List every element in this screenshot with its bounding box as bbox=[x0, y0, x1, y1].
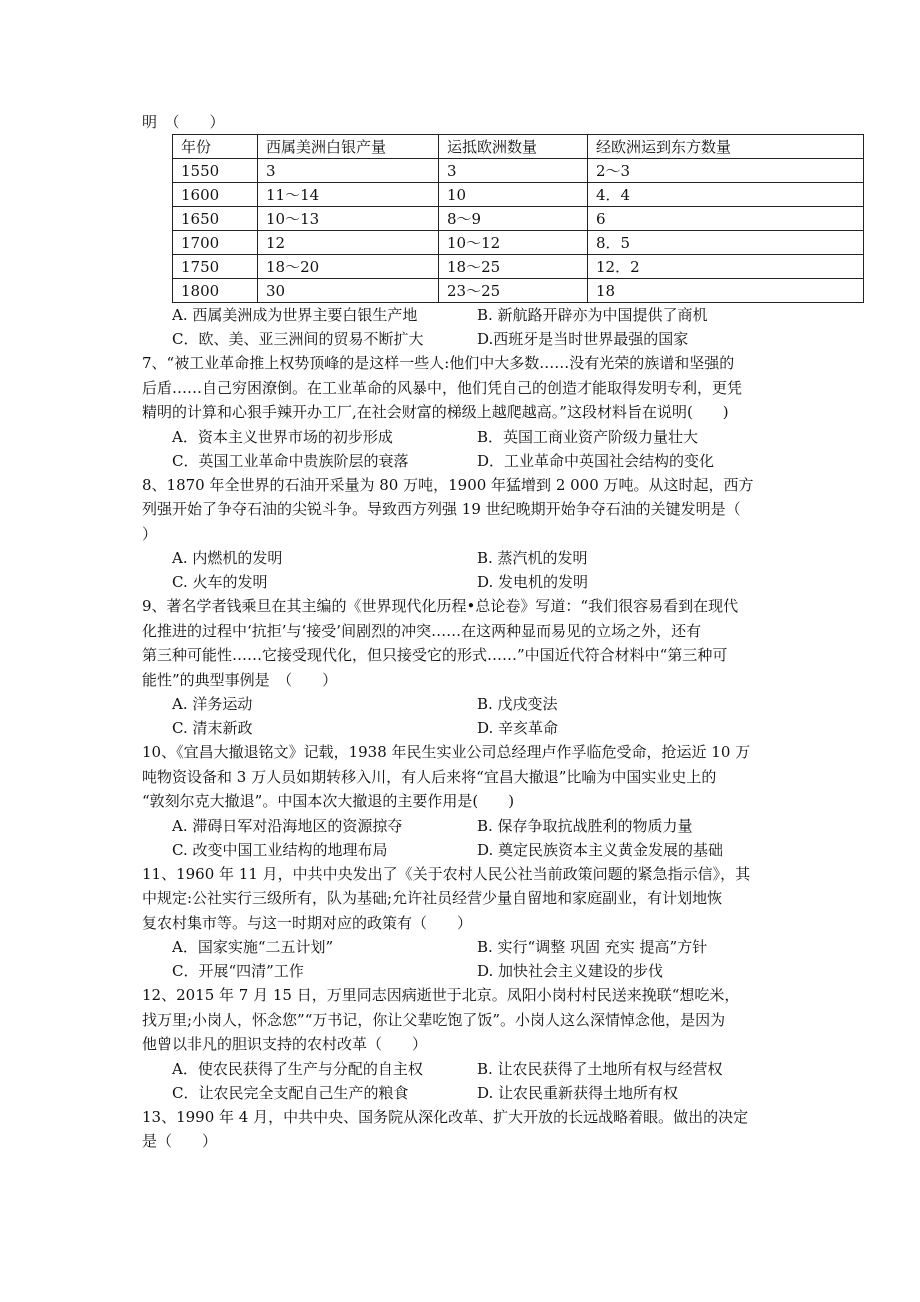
table-cell: 11～14 bbox=[258, 183, 439, 207]
q10-options-row-2 bbox=[142, 838, 782, 862]
question-10 bbox=[142, 740, 782, 814]
question-line: 复农村集市等。与这一时期对应的政策有（ ） bbox=[142, 913, 473, 932]
question-8 bbox=[142, 473, 782, 547]
q8-option-a[interactable]: A. 内燃机的发明 bbox=[172, 549, 283, 567]
question-line: 9、著名学者钱乘旦在其主编的《世界现代化历程•总论卷》写道：“我们很容易看到在现代 bbox=[142, 597, 739, 615]
question-9 bbox=[142, 594, 782, 692]
q12-options-row-1 bbox=[142, 1057, 782, 1081]
table-cell: 6 bbox=[588, 207, 864, 231]
q10-option-d[interactable]: D. 奠定民族资本主义黄金发展的基础 bbox=[477, 840, 724, 859]
q7-option-d[interactable]: D．工业革命中英国社会结构的变化 bbox=[477, 451, 715, 470]
q9-option-c[interactable]: C. 清末新政 bbox=[172, 719, 253, 737]
q9-options-row-2 bbox=[142, 716, 782, 740]
q6-option-c[interactable]: C．欧、美、亚三洲间的贸易不断扩大 bbox=[172, 330, 424, 348]
question-line: 10、《宜昌大撤退铭文》记载，1938 年民生实业公司总经理卢作孚临危受命，抢运近 10 万 bbox=[142, 743, 751, 761]
q12-option-d[interactable]: D. 让农民重新获得土地所有权 bbox=[477, 1083, 679, 1102]
table-header-row bbox=[173, 135, 864, 159]
question-line: 8、1870 年全世界的石油开采量为 80 万吨，1900 年猛增到 2 000 万吨。从这时起，西方 bbox=[142, 475, 754, 494]
q7-options-row-1 bbox=[142, 425, 782, 449]
table-cell: 18～25 bbox=[439, 255, 588, 279]
question-13 bbox=[142, 1105, 782, 1154]
q6-option-a[interactable]: A. 西属美洲成为世界主要白银生产地 bbox=[172, 306, 418, 324]
q8-options-row-1 bbox=[142, 546, 782, 570]
q10-option-a[interactable]: A. 滞碍日军对沿海地区的资源掠夺 bbox=[172, 816, 403, 835]
q9-option-a[interactable]: A. 洋务运动 bbox=[172, 695, 253, 713]
table-row bbox=[173, 231, 864, 255]
q9-option-b[interactable]: B. 戊戌变法 bbox=[477, 695, 558, 713]
question-line: 化推进的过程中‘抗拒’与‘接受’间剧烈的冲突……在这两种显而易见的立场之外，还有 bbox=[142, 621, 702, 640]
q6-option-b[interactable]: B. 新航路开辟亦为中国提供了商机 bbox=[477, 306, 708, 324]
exam-page bbox=[142, 110, 782, 1154]
silver-table bbox=[172, 134, 864, 303]
question-line: 中规定:公社实行三级所有，队为基础;允许社员经营少量自留地和家庭副业，有计划地恢 bbox=[142, 889, 723, 907]
q7-options-row-2 bbox=[142, 449, 782, 473]
question-line: 他曾以非凡的胆识支持的农村改革（ ） bbox=[142, 1035, 428, 1053]
q8-option-b[interactable]: B. 蒸汽机的发明 bbox=[477, 549, 588, 567]
q7-option-c[interactable]: C．英国工业革命中贵族阶层的衰落 bbox=[172, 451, 409, 470]
question-line: 12、2015 年 7 月 15 日，万里同志因病逝世于北京。凤阳小岗村村民送来挽联“想吃米， bbox=[142, 986, 740, 1004]
question-line: 是（ ） bbox=[142, 1132, 218, 1150]
question-line: 后盾……自己穷困潦倒。在工业革命的风暴中，他们凭自己的创造才能取得发明专利，更凭 bbox=[142, 378, 743, 397]
q9-option-d[interactable]: D. 辛亥革命 bbox=[477, 719, 559, 737]
q7-option-a[interactable]: A．资本主义世界市场的初步形成 bbox=[172, 427, 393, 446]
q8-option-c[interactable]: C. 火车的发明 bbox=[172, 573, 268, 591]
q12-options-row-2 bbox=[142, 1081, 782, 1105]
q8-options-row-2 bbox=[142, 570, 782, 594]
table-header: 西属美洲白银产量 bbox=[258, 135, 439, 159]
question-line: 13、1990 年 4 月，中共中央、国务院从深化改革、扩大开放的长远战略着眼。做出的决定 bbox=[142, 1107, 749, 1126]
q11-option-b[interactable]: B. 实行“调整 巩固 充实 提高”方针 bbox=[477, 938, 708, 956]
table-cell: 1800 bbox=[173, 279, 258, 303]
table-cell: 3 bbox=[439, 159, 588, 183]
q7-option-b[interactable]: B．英国工商业资产阶级力量壮大 bbox=[477, 427, 699, 446]
q11-option-a[interactable]: A．国家实施“二五计划” bbox=[172, 938, 334, 956]
table-cell: 2～3 bbox=[588, 159, 864, 183]
question-line: 能性”的典型事例是 （ ） bbox=[142, 670, 338, 689]
table-row bbox=[173, 207, 864, 231]
table-cell: 1700 bbox=[173, 231, 258, 255]
question-7 bbox=[142, 351, 782, 425]
question-12 bbox=[142, 983, 782, 1057]
table-cell: 30 bbox=[258, 279, 439, 303]
q11-options-row-1 bbox=[142, 935, 782, 959]
question-line: ） bbox=[142, 524, 158, 543]
table-cell: 1750 bbox=[173, 255, 258, 279]
table-cell: 1600 bbox=[173, 183, 258, 207]
question-line: 第三种可能性……它接受现代化，但只接受它的形式……”中国近代符合材料中“第三种可 bbox=[142, 646, 728, 664]
table-header: 运抵欧洲数量 bbox=[439, 135, 588, 159]
question-line: 11、1960 年 11 月，中共中央发出了《关于农村人民公社当前政策问题的紧急指示信》，其 bbox=[142, 864, 751, 883]
q6-option-d[interactable]: D.西班牙是当时世界最强的国家 bbox=[477, 330, 689, 348]
question-line: 列强开始了争夺石油的尖锐斗争。导致西方列强 19 世纪晚期开始争夺石油的关键发明是（ bbox=[142, 500, 741, 518]
q6-options-row-2 bbox=[142, 327, 782, 351]
table-row bbox=[173, 255, 864, 279]
q9-options-row-1 bbox=[142, 692, 782, 716]
question-line: “敦刻尔克大撤退”。中国本次大撤退的主要作用是( ) bbox=[142, 792, 515, 810]
q10-option-c[interactable]: C. 改变中国工业结构的地理布局 bbox=[172, 840, 388, 859]
table-row bbox=[173, 279, 864, 303]
table-cell: 10～12 bbox=[439, 231, 588, 255]
q11-option-d[interactable]: D. 加快社会主义建设的步伐 bbox=[477, 962, 664, 980]
table-cell: 23～25 bbox=[439, 279, 588, 303]
table-cell: 10～13 bbox=[258, 207, 439, 231]
q8-option-d[interactable]: D. 发电机的发明 bbox=[477, 573, 589, 591]
q6-options-row-1 bbox=[142, 303, 782, 327]
table-cell: 12 bbox=[258, 231, 439, 255]
q6-intro: 明 （ ） bbox=[142, 113, 225, 131]
q10-option-b[interactable]: B. 保存争取抗战胜利的物质力量 bbox=[477, 816, 693, 835]
table-cell: 10 bbox=[439, 183, 588, 207]
q12-option-c[interactable]: C．让农民完全支配自己生产的粮食 bbox=[172, 1083, 409, 1102]
table-cell: 1650 bbox=[173, 207, 258, 231]
table-row bbox=[173, 183, 864, 207]
q11-option-c[interactable]: C．开展“四清”工作 bbox=[172, 962, 304, 980]
table-cell: 3 bbox=[258, 159, 439, 183]
q11-options-row-2 bbox=[142, 959, 782, 983]
question-line: 7、“被工业革命推上权势顶峰的是这样一些人:他们中大多数……没有光荣的族谱和坚强的 bbox=[142, 354, 735, 372]
table-cell: 4．4 bbox=[588, 183, 864, 207]
table-cell: 8～9 bbox=[439, 207, 588, 231]
q12-option-b[interactable]: B. 让农民获得了土地所有权与经营权 bbox=[477, 1059, 723, 1078]
table-header: 年份 bbox=[173, 135, 258, 159]
table-cell: 1550 bbox=[173, 159, 258, 183]
table-cell: 18 bbox=[588, 279, 864, 303]
table-cell: 8．5 bbox=[588, 231, 864, 255]
table-cell: 12．2 bbox=[588, 255, 864, 279]
q10-options-row-1 bbox=[142, 814, 782, 838]
table-cell: 18～20 bbox=[258, 255, 439, 279]
question-line: 精明的计算和心狠手辣开办工厂,在社会财富的梯级上越爬越高。”这段材料旨在说明( ) bbox=[142, 403, 729, 421]
question-line: 找万里;小岗人，怀念您”“万书记，你让父辈吃饱了饭”。小岗人这么深情悼念他，是因为 bbox=[142, 1010, 726, 1029]
q12-option-a[interactable]: A．使农民获得了生产与分配的自主权 bbox=[172, 1059, 423, 1078]
table-header: 经欧洲运到东方数量 bbox=[588, 135, 864, 159]
table-row bbox=[173, 159, 864, 183]
question-line: 吨物资设备和 3 万人员如期转移入川，有人后来将“宜昌大撤退”比喻为中国实业史上的 bbox=[142, 767, 717, 786]
question-11 bbox=[142, 862, 782, 936]
